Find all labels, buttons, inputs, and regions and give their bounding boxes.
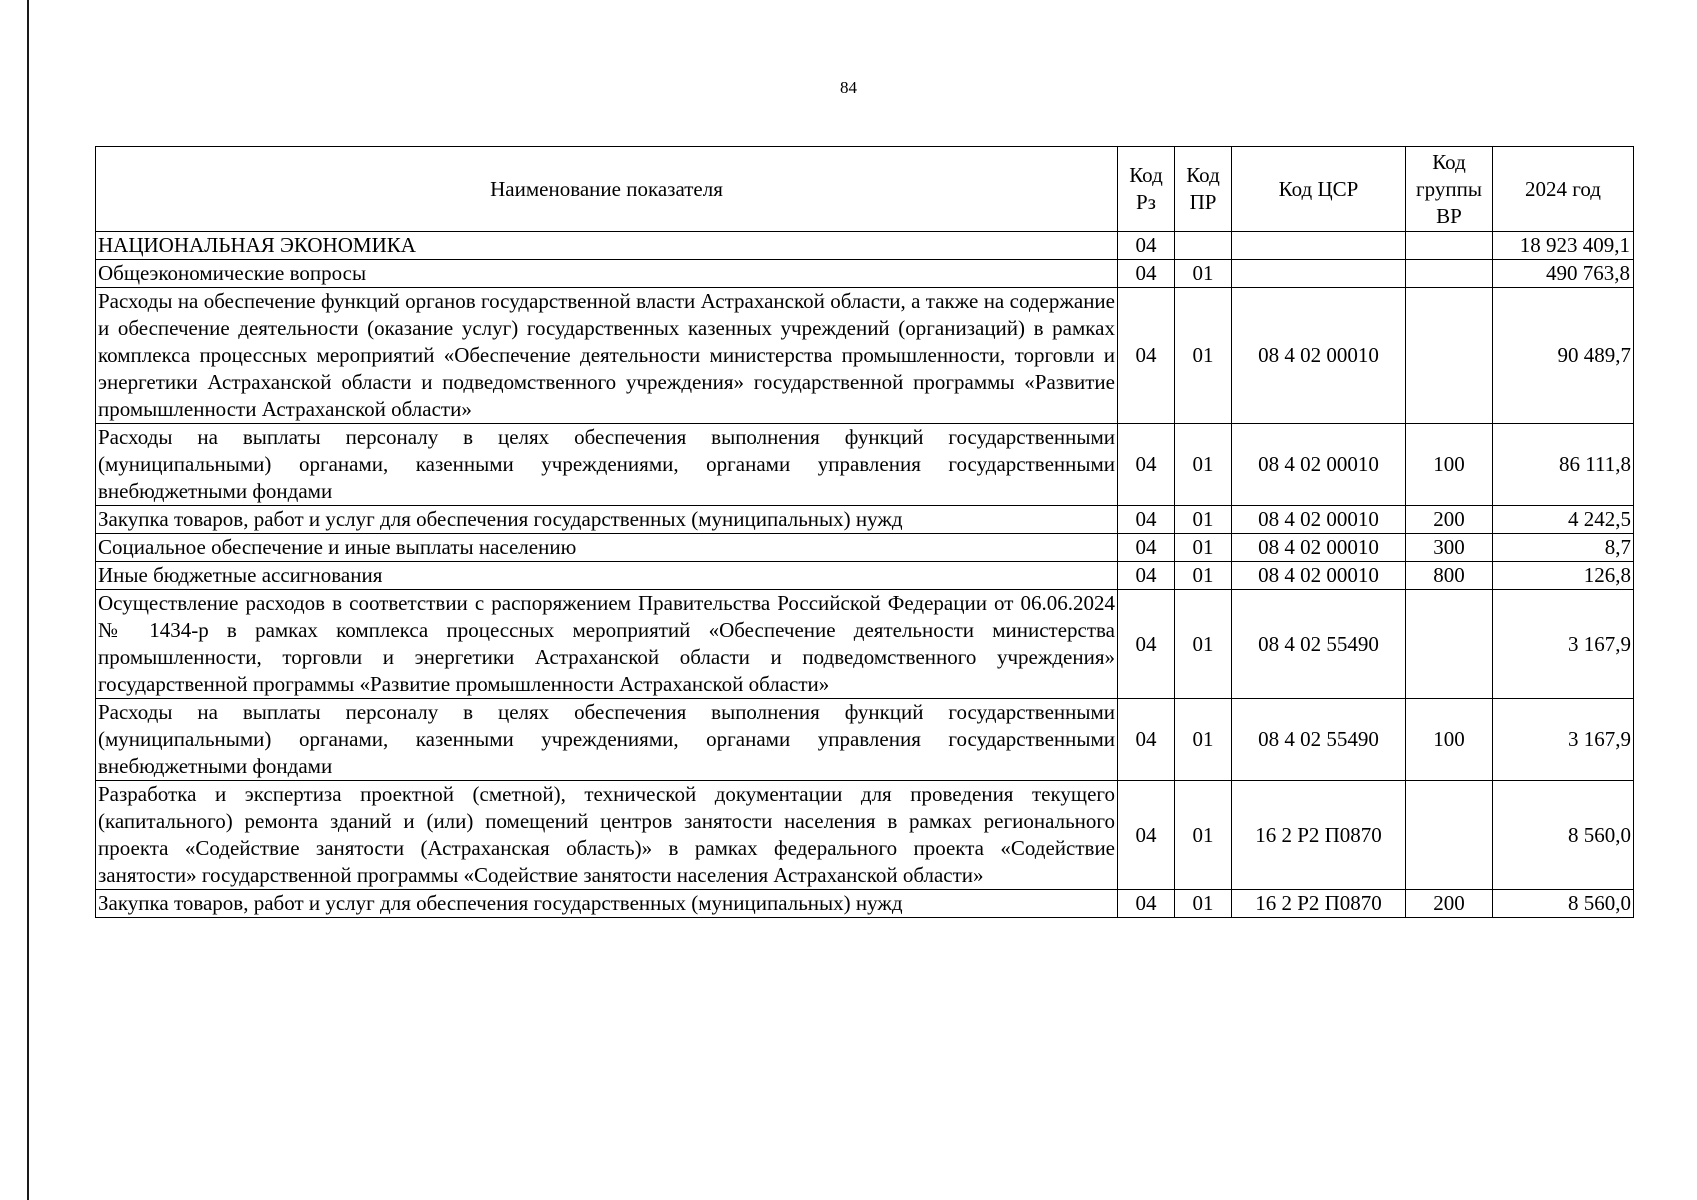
row-name: Осуществление расходов в соответствии с распоряжением Правительства Российской Федерации от 06.06.2024 № 1434-р в рамках комплекса процессных мероприятий «Обеспечение деятельности министерства промышленности, торговли и энергетики Астраханской области и подведомственного учреждения» государственной программы «Развитие промышленности Астраханской области» <box>96 590 1118 699</box>
row-code-rz: 04 <box>1118 288 1175 424</box>
row-name: НАЦИОНАЛЬНАЯ ЭКОНОМИКА <box>96 232 1118 260</box>
table-row <box>96 534 1634 562</box>
row-amount: 8 560,0 <box>1493 890 1634 918</box>
row-code-rz: 04 <box>1118 890 1175 918</box>
header-year-2024: 2024 год <box>1493 147 1634 232</box>
row-code-pr: 01 <box>1175 288 1232 424</box>
table-row <box>96 288 1634 424</box>
header-code-vr: Код группы ВР <box>1406 147 1493 232</box>
page-number: 84 <box>840 78 857 97</box>
row-code-rz: 04 <box>1118 232 1175 260</box>
header-code-pr: Код ПР <box>1175 147 1232 232</box>
row-code-rz: 04 <box>1118 562 1175 590</box>
row-name: Расходы на выплаты персоналу в целях обеспечения выполнения функций государственными (муниципальными) органами, казенными учреждениями, органами управления государственными внебюджетными фондами <box>96 424 1118 506</box>
table-row <box>96 506 1634 534</box>
header-code-rz: Код Рз <box>1118 147 1175 232</box>
table-row <box>96 890 1634 918</box>
row-name: Закупка товаров, работ и услуг для обеспечения государственных (муниципальных) нужд <box>96 506 1118 534</box>
row-amount: 90 489,7 <box>1493 288 1634 424</box>
row-code-pr: 01 <box>1175 562 1232 590</box>
row-code-csr: 16 2 Р2 П0870 <box>1232 781 1406 890</box>
row-code-vr: 100 <box>1406 699 1493 781</box>
row-name: Иные бюджетные ассигнования <box>96 562 1118 590</box>
row-code-vr: 300 <box>1406 534 1493 562</box>
row-name: Разработка и экспертиза проектной (сметной), технической документации для проведения текущего (капитального) ремонта зданий и (или) помещений центров занятости населения в рамках регионального проекта «Содействие занятости (Астраханская область)» в рамках федерального проекта «Содействие занятости» государственной программы «Содействие занятости населения Астраханской области» <box>96 781 1118 890</box>
table-row <box>96 699 1634 781</box>
row-code-csr <box>1232 232 1406 260</box>
row-code-csr: 08 4 02 00010 <box>1232 288 1406 424</box>
row-code-rz: 04 <box>1118 506 1175 534</box>
row-code-rz: 04 <box>1118 534 1175 562</box>
row-code-vr <box>1406 590 1493 699</box>
table-row <box>96 781 1634 890</box>
row-code-rz: 04 <box>1118 699 1175 781</box>
row-code-pr: 01 <box>1175 590 1232 699</box>
row-code-pr: 01 <box>1175 534 1232 562</box>
row-code-vr <box>1406 232 1493 260</box>
row-code-rz: 04 <box>1118 424 1175 506</box>
row-amount: 3 167,9 <box>1493 699 1634 781</box>
row-name: Общеэкономические вопросы <box>96 260 1118 288</box>
row-code-rz: 04 <box>1118 590 1175 699</box>
row-name: Расходы на обеспечение функций органов государственной власти Астраханской области, а также на содержание и обеспечение деятельности (оказание услуг) государственных казенных учреждений (организаций) в рамках комплекса процессных мероприятий «Обеспечение деятельности министерства промышленности, торговли и энергетики Астраханской области и подведомственного учреждения» государственной программы «Развитие промышленности Астраханской области» <box>96 288 1118 424</box>
row-code-pr: 01 <box>1175 699 1232 781</box>
row-code-pr <box>1175 232 1232 260</box>
row-code-csr: 08 4 02 00010 <box>1232 424 1406 506</box>
header-code-csr: Код ЦСР <box>1232 147 1406 232</box>
row-code-csr: 08 4 02 00010 <box>1232 534 1406 562</box>
row-code-vr: 800 <box>1406 562 1493 590</box>
table-row <box>96 260 1634 288</box>
row-code-rz: 04 <box>1118 781 1175 890</box>
row-name: Закупка товаров, работ и услуг для обеспечения государственных (муниципальных) нужд <box>96 890 1118 918</box>
row-code-rz: 04 <box>1118 260 1175 288</box>
row-code-csr: 16 2 Р2 П0870 <box>1232 890 1406 918</box>
row-name: Социальное обеспечение и иные выплаты населению <box>96 534 1118 562</box>
row-code-csr: 08 4 02 00010 <box>1232 506 1406 534</box>
table-header-row <box>96 147 1634 232</box>
table-row <box>96 590 1634 699</box>
table-row <box>96 424 1634 506</box>
row-code-vr <box>1406 288 1493 424</box>
row-code-pr: 01 <box>1175 424 1232 506</box>
row-amount: 126,8 <box>1493 562 1634 590</box>
row-amount: 8,7 <box>1493 534 1634 562</box>
page-left-border <box>27 0 29 1200</box>
budget-table <box>95 146 1634 918</box>
row-code-pr: 01 <box>1175 890 1232 918</box>
row-amount: 18 923 409,1 <box>1493 232 1634 260</box>
row-code-vr <box>1406 781 1493 890</box>
row-code-csr <box>1232 260 1406 288</box>
row-code-csr: 08 4 02 55490 <box>1232 590 1406 699</box>
row-code-pr: 01 <box>1175 781 1232 890</box>
row-amount: 8 560,0 <box>1493 781 1634 890</box>
row-code-csr: 08 4 02 00010 <box>1232 562 1406 590</box>
row-amount: 3 167,9 <box>1493 590 1634 699</box>
row-code-vr: 100 <box>1406 424 1493 506</box>
header-name: Наименование показателя <box>96 147 1118 232</box>
row-code-vr: 200 <box>1406 506 1493 534</box>
row-amount: 4 242,5 <box>1493 506 1634 534</box>
row-code-csr: 08 4 02 55490 <box>1232 699 1406 781</box>
table-row <box>96 562 1634 590</box>
row-amount: 490 763,8 <box>1493 260 1634 288</box>
table-row <box>96 232 1634 260</box>
row-code-pr: 01 <box>1175 506 1232 534</box>
row-name: Расходы на выплаты персоналу в целях обеспечения выполнения функций государственными (муниципальными) органами, казенными учреждениями, органами управления государственными внебюджетными фондами <box>96 699 1118 781</box>
row-code-vr: 200 <box>1406 890 1493 918</box>
row-code-vr <box>1406 260 1493 288</box>
row-code-pr: 01 <box>1175 260 1232 288</box>
row-amount: 86 111,8 <box>1493 424 1634 506</box>
